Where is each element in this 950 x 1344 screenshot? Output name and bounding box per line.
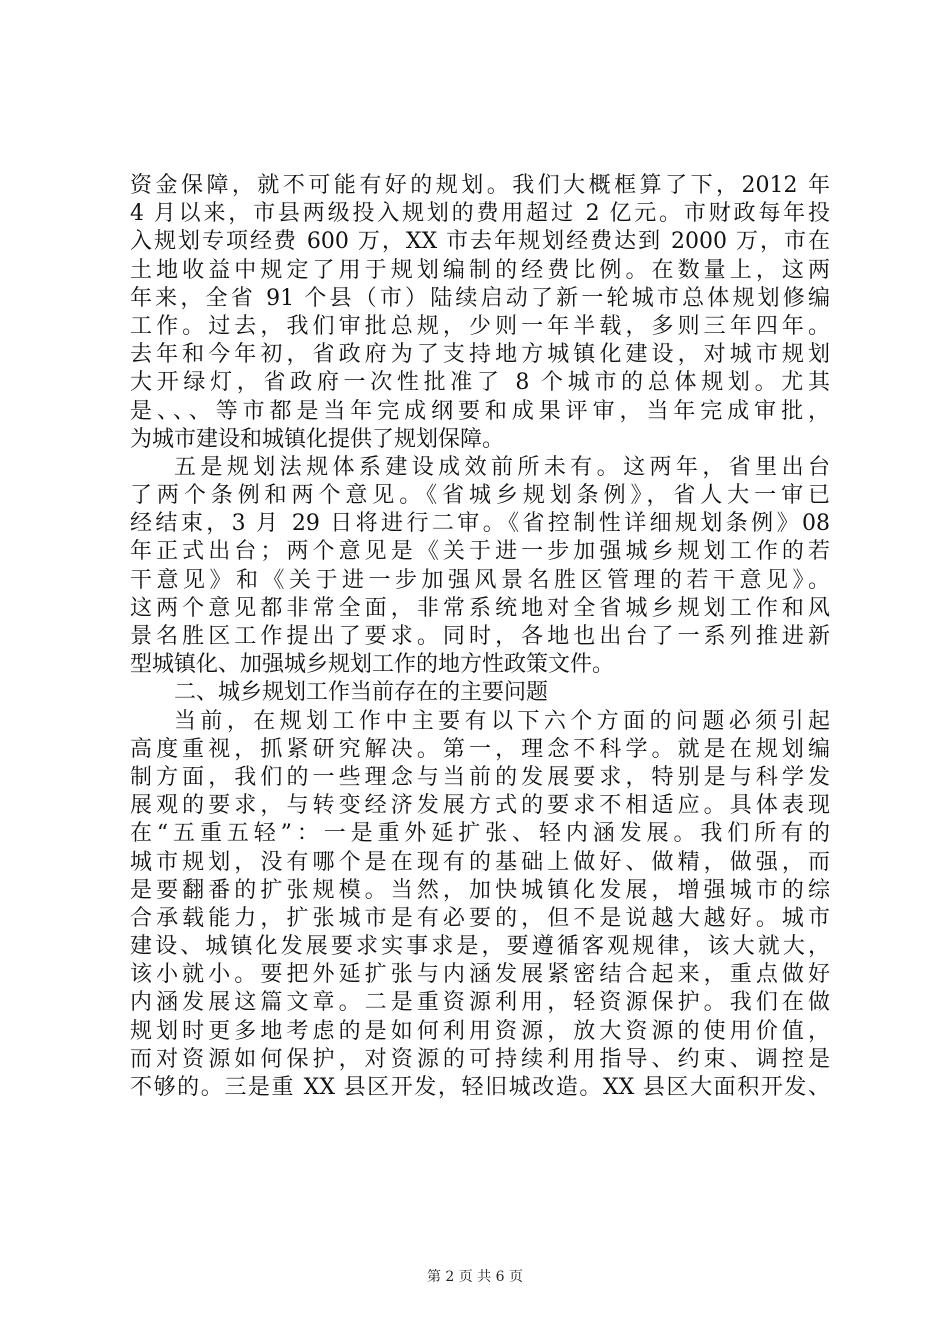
text-line: 规划时更多地考虑的是如何利用资源，放大资源的使用价值， — [130, 1018, 830, 1044]
paragraph-start-line: 五是规划法规体系建设成效前所未有。这两年，省里出台 — [174, 454, 830, 480]
text-line: 建设、城镇化发展要求实事求是，要遵循客观规律，该大就大， — [130, 934, 830, 960]
text-line: 年来，全省 91 个县（市）陆续启动了新一轮城市总体规划修编 — [130, 285, 830, 311]
section-heading: 二、城乡规划工作当前存在的主要问题 — [174, 680, 549, 706]
text-line: 型城镇化、加强城乡规划工作的地方性政策文件。 — [130, 652, 615, 678]
text-line: 去年和今年初，省政府为了支持地方城镇化建设，对城市规划 — [130, 342, 830, 368]
text-line: 这两个意见都非常全面，非常系统地对全省城乡规划工作和风 — [130, 595, 830, 621]
text-line: 不够的。三是重 XX 县区开发，轻旧城改造。XX 县区大面积开发、 — [130, 1075, 830, 1100]
text-line: 合承载能力，扩张城市是有必要的，但不是说越大越好。城市 — [130, 905, 830, 931]
text-line: 了两个条例和两个意见。《省城乡规划条例》，省人大一审已 — [130, 483, 830, 509]
text-line: 是、、、等市都是当年完成纲要和成果评审，当年完成审批， — [130, 398, 830, 424]
text-line: 在“五重五轻”：一是重外延扩张、轻内涵发展。我们所有的 — [130, 821, 830, 847]
text-line: 高度重视，抓紧研究解决。第一，理念不科学。就是在规划编 — [130, 736, 830, 762]
text-line: 为城市建设和城镇化提供了规划保障。 — [130, 426, 505, 452]
text-line: 土地收益中规定了用于规划编制的经费比例。在数量上，这两 — [130, 257, 830, 283]
text-line: 资金保障，就不可能有好的规划。我们大概框算了下，2012 年 — [130, 173, 830, 198]
text-line: 景名胜区工作提出了要求。同时，各地也出台了一系列推进新 — [130, 624, 830, 649]
document-body — [130, 172, 830, 1102]
text-line: 4 月以来，市县两级投入规划的费用超过 2 亿元。市财政每年投 — [130, 201, 830, 227]
text-line: 干意见》和《关于进一步加强风景名胜区管理的若干意见》。 — [130, 567, 830, 593]
text-line: 城市规划，没有哪个是在现有的基础上做好、做精，做强，而 — [130, 849, 830, 875]
text-line: 该小就小。要把外延扩张与内涵发展紧密结合起来，重点做好 — [130, 962, 830, 988]
text-line: 经结束，3 月 29 日将进行二审。《省控制性详细规划条例》08 — [130, 511, 830, 537]
text-line: 年正式出台；两个意见是《关于进一步加强城乡规划工作的若 — [130, 539, 830, 565]
text-line: 入规划专项经费 600 万，XX 市去年规划经费达到 2000 万，市在 — [130, 229, 830, 255]
text-line: 制方面，我们的一些理念与当前的发展要求，特别是与科学发 — [130, 764, 830, 790]
text-line: 而对资源如何保护，对资源的可持续利用指导、约束、调控是 — [130, 1046, 830, 1072]
text-line: 展观的要求，与转变经济发展方式的要求不相适应。具体表现 — [130, 793, 830, 819]
page-number-footer: 第 2 页 共 6 页 — [426, 1269, 524, 1285]
paragraph-start-line: 当前，在规划工作中主要有以下六个方面的问题必须引起 — [174, 708, 830, 734]
text-line: 大开绿灯，省政府一次性批准了 8 个城市的总体规划。尤其 — [130, 370, 830, 396]
text-line: 工作。过去，我们审批总规，少则一年半载，多则三年四年。 — [130, 313, 830, 339]
text-line: 是要翻番的扩张规模。当然，加快城镇化发展，增强城市的综 — [130, 877, 830, 903]
text-line: 内涵发展这篇文章。二是重资源利用，轻资源保护。我们在做 — [130, 990, 830, 1016]
